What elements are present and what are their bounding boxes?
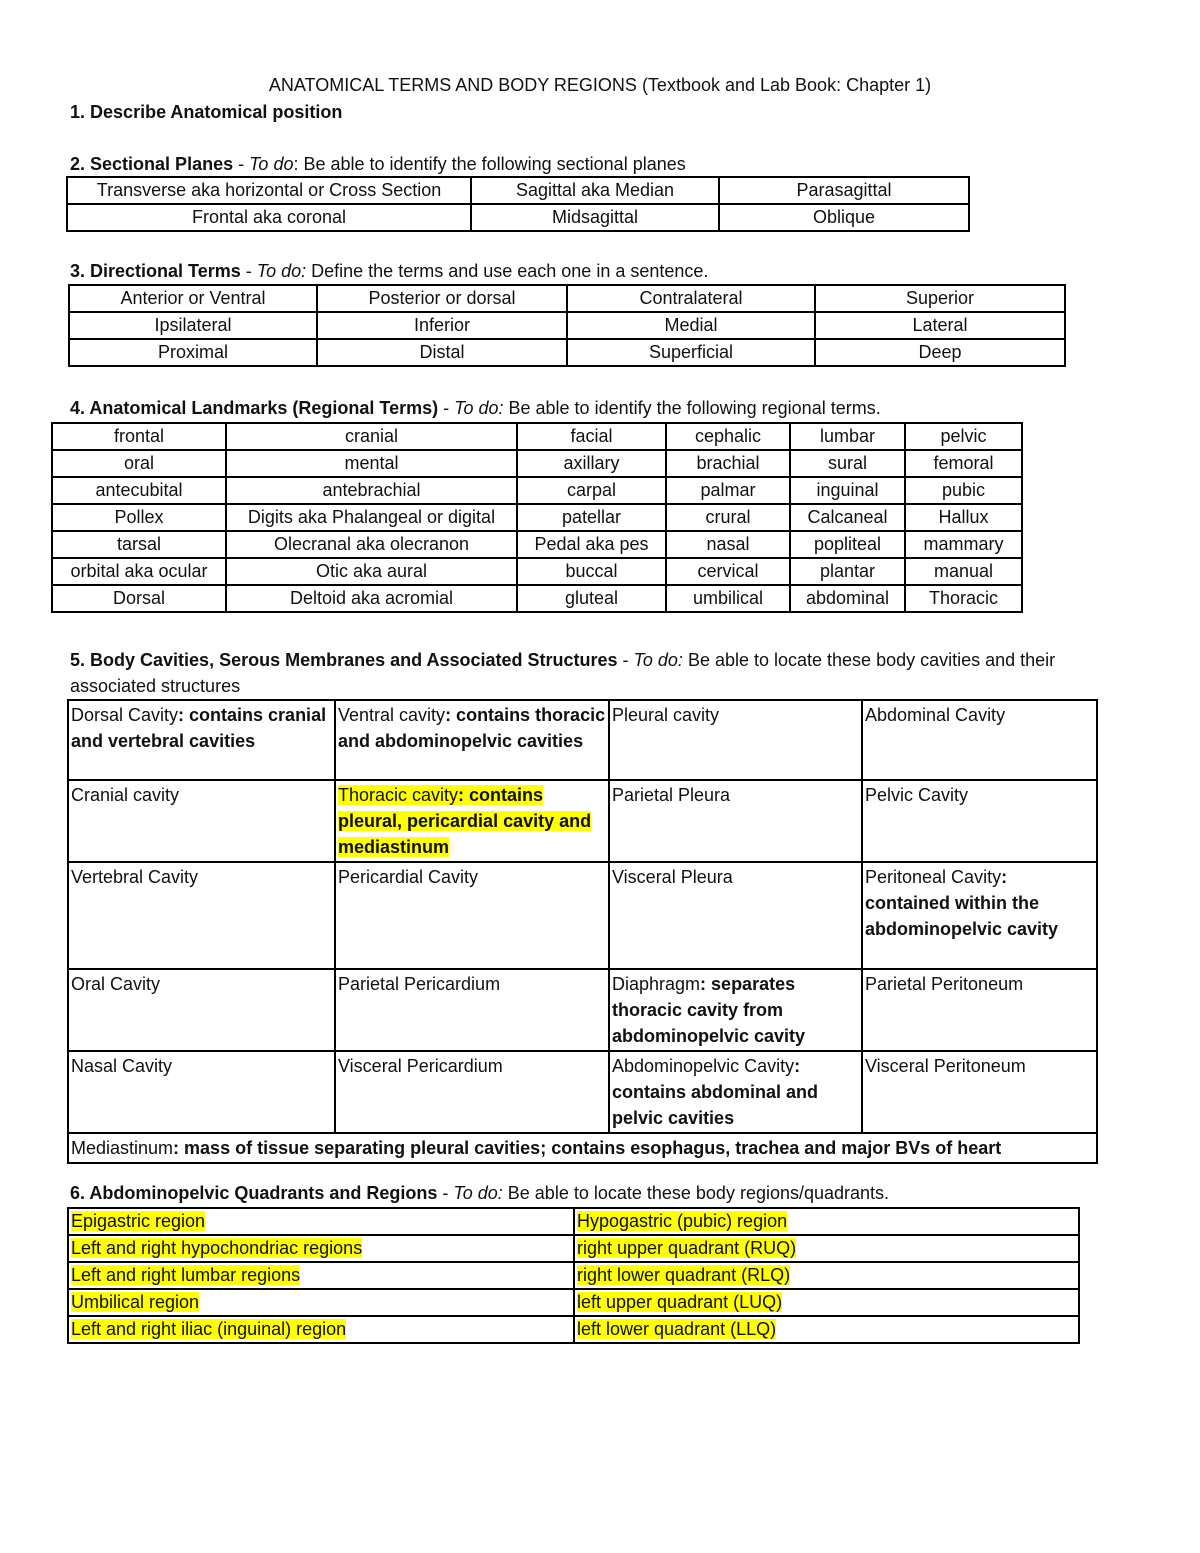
highlighted-text	[338, 785, 591, 857]
cell-frontal: frontal	[52, 423, 226, 450]
table-row	[68, 1235, 1079, 1262]
table-row	[68, 1262, 1079, 1289]
cavity-name: Parietal Pericardium	[338, 974, 501, 994]
cell-posterior-or-dorsal: Posterior or dorsal	[317, 285, 567, 312]
cavity-cell-pericardial-cavity	[335, 862, 609, 969]
section-6-instruction: Be able to locate these body regions/quadrants.	[502, 1183, 890, 1203]
cell-popliteal: popliteal	[790, 531, 905, 558]
table-row	[52, 531, 1022, 558]
section-1-heading	[70, 99, 342, 125]
cavity-name: Abdominal Cavity	[865, 705, 1006, 725]
table-row	[69, 339, 1065, 366]
section-2-heading	[70, 151, 686, 177]
cell-antecubital: antecubital	[52, 477, 226, 504]
region-cell-left-lower-quadrant-llq	[574, 1316, 1079, 1343]
cell-oral: oral	[52, 450, 226, 477]
section-2-number: 2.	[70, 154, 86, 174]
section-3-todo: To do:	[256, 261, 307, 281]
cavity-cell-parietal-pericardium	[335, 969, 609, 1051]
cavity-name: Pelvic Cavity	[865, 785, 969, 805]
cell-ipsilateral: Ipsilateral	[69, 312, 317, 339]
cavity-cell-abdominopelvic-cavity	[609, 1051, 862, 1133]
table-row	[68, 1289, 1079, 1316]
cavity-description: : contained within the abdominopelvic cavity	[865, 867, 1059, 939]
cell-plantar: plantar	[790, 558, 905, 585]
cavity-name: Dorsal Cavity	[71, 705, 179, 725]
cavity-name: Ventral cavity	[338, 705, 446, 725]
cavity-name: Pericardial Cavity	[338, 867, 479, 887]
cell-lumbar: lumbar	[790, 423, 905, 450]
cavity-description: : contains cranial and vertebral cavities	[71, 705, 327, 751]
section-6-heading	[70, 1180, 889, 1206]
highlighted-region-label: Epigastric region	[71, 1211, 206, 1231]
section-5-instruction: Be able to locate these body cavities and their associated structures	[70, 650, 1056, 696]
cavity-name: Visceral Pleura	[612, 867, 733, 887]
table-row	[68, 780, 1097, 862]
cell-orbital-aka-ocular: orbital aka ocular	[52, 558, 226, 585]
cell-distal: Distal	[317, 339, 567, 366]
table-row	[68, 700, 1097, 780]
cavity-cell-parietal-pleura	[609, 780, 862, 862]
section-3-instruction: Define the terms and use each one in a sentence.	[306, 261, 709, 281]
section-5-number: 5.	[70, 650, 86, 670]
regional-terms-table	[51, 422, 1023, 613]
cell-inguinal: inguinal	[790, 477, 905, 504]
cavity-cell-visceral-peritoneum	[862, 1051, 1097, 1133]
cavity-description: : contains abdominal and pelvic cavities	[612, 1056, 819, 1128]
section-6-number: 6.	[70, 1183, 86, 1203]
region-cell-left-and-right-lumbar-regions	[68, 1262, 574, 1289]
cell-crural: crural	[666, 504, 790, 531]
cavity-cell-nasal-cavity	[68, 1051, 335, 1133]
cavity-cell-peritoneal-cavity	[862, 862, 1097, 969]
table-row	[68, 862, 1097, 969]
cavity-cell-visceral-pleura	[609, 862, 862, 969]
region-cell-left-and-right-iliac-inguinal-region	[68, 1316, 574, 1343]
mediastinum-term: Mediastinum	[71, 1138, 174, 1158]
cell-cervical: cervical	[666, 558, 790, 585]
page-title: ANATOMICAL TERMS AND BODY REGIONS (Textbook and Lab Book: Chapter 1)	[268, 75, 932, 95]
cell-calcaneal: Calcaneal	[790, 504, 905, 531]
highlighted-region-label: left upper quadrant (LUQ)	[577, 1292, 783, 1312]
cell-axillary: axillary	[517, 450, 666, 477]
cell-frontal-aka-coronal: Frontal aka coronal	[67, 204, 471, 231]
highlighted-region-label: Hypogastric (pubic) region	[577, 1211, 788, 1231]
section-2-dash: -	[233, 154, 250, 174]
section-4-heading	[70, 395, 881, 421]
cavity-name: Parietal Peritoneum	[865, 974, 1024, 994]
region-cell-epigastric-region	[68, 1208, 574, 1235]
cavity-name: Parietal Pleura	[612, 785, 731, 805]
table-row	[52, 558, 1022, 585]
cavity-description: : contains pleural, pericardial cavity and mediastinum	[338, 785, 592, 857]
cell-lateral: Lateral	[815, 312, 1065, 339]
cell-parasagittal: Parasagittal	[719, 177, 969, 204]
section-4-dash: -	[438, 398, 455, 418]
region-cell-right-upper-quadrant-ruq	[574, 1235, 1079, 1262]
section-6-title: Abdominopelvic Quadrants and Regions	[85, 1183, 438, 1203]
table-row	[52, 504, 1022, 531]
section-6-dash: -	[437, 1183, 454, 1203]
cavity-cell-thoracic-cavity	[335, 780, 609, 862]
region-cell-right-lower-quadrant-rlq	[574, 1262, 1079, 1289]
section-5-dash: -	[617, 650, 634, 670]
cell-umbilical: umbilical	[666, 585, 790, 612]
cell-thoracic: Thoracic	[905, 585, 1022, 612]
cell-inferior: Inferior	[317, 312, 567, 339]
highlighted-region-label: Left and right lumbar regions	[71, 1265, 301, 1285]
cell-facial: facial	[517, 423, 666, 450]
cavity-name: Oral Cavity	[71, 974, 161, 994]
highlighted-region-label: right lower quadrant (RLQ)	[577, 1265, 791, 1285]
mediastinum-description: : mass of tissue separating pleural cavities; contains esophagus, trachea and major BVs of heart	[173, 1138, 1002, 1158]
section-6-todo: To do:	[453, 1183, 503, 1203]
section-1-title: Describe Anatomical position	[90, 102, 343, 122]
cell-mammary: mammary	[905, 531, 1022, 558]
highlighted-region-label: left lower quadrant (LLQ)	[577, 1319, 777, 1339]
directional-terms-table	[68, 284, 1066, 367]
body-cavities-table	[67, 699, 1098, 1164]
section-4-title: Anatomical Landmarks (Regional Terms)	[89, 398, 439, 418]
cell-gluteal: gluteal	[517, 585, 666, 612]
table-row	[52, 423, 1022, 450]
table-row	[52, 450, 1022, 477]
cell-mental: mental	[226, 450, 517, 477]
cavity-description: : separates thoracic cavity from abdominopelvic cavity	[612, 974, 806, 1046]
section-5-heading	[70, 647, 1130, 699]
highlighted-region-label: right upper quadrant (RUQ)	[577, 1238, 797, 1258]
cell-midsagittal: Midsagittal	[471, 204, 719, 231]
cell-femoral: femoral	[905, 450, 1022, 477]
cell-nasal: nasal	[666, 531, 790, 558]
highlighted-region-label: Left and right iliac (inguinal) region	[71, 1319, 347, 1339]
table-row	[52, 477, 1022, 504]
cell-pelvic: pelvic	[905, 423, 1022, 450]
table-row	[68, 1208, 1079, 1235]
cell-cranial: cranial	[226, 423, 517, 450]
cavity-name: Thoracic cavity	[338, 785, 459, 805]
cell-proximal: Proximal	[69, 339, 317, 366]
highlighted-region-label: Left and right hypochondriac regions	[71, 1238, 363, 1258]
cavity-cell-visceral-pericardium	[335, 1051, 609, 1133]
cell-transverse-aka-horizontal-or-cross-secti: Transverse aka horizontal or Cross Section	[67, 177, 471, 204]
cell-palmar: palmar	[666, 477, 790, 504]
cavity-name: Cranial cavity	[71, 785, 180, 805]
cavity-description: : contains thoracic and abdominopelvic cavities	[338, 705, 606, 751]
cell-deltoid-aka-acromial: Deltoid aka acromial	[226, 585, 517, 612]
cell-deep: Deep	[815, 339, 1065, 366]
section-3-title: Directional Terms	[90, 261, 241, 281]
section-3-heading	[70, 258, 708, 284]
section-2-title: Sectional Planes	[90, 154, 234, 174]
cell-sagittal-aka-median: Sagittal aka Median	[471, 177, 719, 204]
section-3-number: 3.	[70, 261, 86, 281]
section-2-instruction: : Be able to identify the following sectional planes	[293, 154, 686, 174]
cell-pollex: Pollex	[52, 504, 226, 531]
cavity-cell-abdominal-cavity	[862, 700, 1097, 780]
cavity-name: Vertebral Cavity	[71, 867, 199, 887]
mediastinum-row	[68, 1133, 1097, 1163]
cell-manual: manual	[905, 558, 1022, 585]
cell-abdominal: abdominal	[790, 585, 905, 612]
section-5-title: Body Cavities, Serous Membranes and Associated Structures	[90, 650, 618, 670]
cell-dorsal: Dorsal	[52, 585, 226, 612]
table-row	[68, 969, 1097, 1051]
sectional-planes-table	[66, 176, 970, 232]
cavity-cell-vertebral-cavity	[68, 862, 335, 969]
cell-otic-aka-aural: Otic aka aural	[226, 558, 517, 585]
cell-anterior-or-ventral: Anterior or Ventral	[69, 285, 317, 312]
section-4-todo: To do:	[454, 398, 504, 418]
cavity-cell-parietal-peritoneum	[862, 969, 1097, 1051]
region-cell-left-and-right-hypochondriac-regions	[68, 1235, 574, 1262]
cell-digits-aka-phalangeal-or-digital: Digits aka Phalangeal or digital	[226, 504, 517, 531]
quadrants-regions-table	[67, 1207, 1080, 1344]
section-4-instruction: Be able to identify the following regional terms.	[503, 398, 881, 418]
section-2-todo: To do	[249, 154, 294, 174]
table-row	[69, 285, 1065, 312]
region-cell-umbilical-region	[68, 1289, 574, 1316]
cell-patellar: patellar	[517, 504, 666, 531]
cavity-cell-pleural-cavity	[609, 700, 862, 780]
cell-medial: Medial	[567, 312, 815, 339]
cavity-cell-diaphragm	[609, 969, 862, 1051]
cell-tarsal: tarsal	[52, 531, 226, 558]
table-row	[67, 204, 969, 231]
cavity-cell-pelvic-cavity	[862, 780, 1097, 862]
cell-carpal: carpal	[517, 477, 666, 504]
cell-brachial: brachial	[666, 450, 790, 477]
cavity-cell-cranial-cavity	[68, 780, 335, 862]
cell-pubic: pubic	[905, 477, 1022, 504]
table-row	[52, 585, 1022, 612]
section-3-dash: -	[240, 261, 257, 281]
cell-olecranal-aka-olecranon: Olecranal aka olecranon	[226, 531, 517, 558]
section-5-todo: To do:	[633, 650, 683, 670]
cavity-cell-ventral-cavity	[335, 700, 609, 780]
cavity-name: Visceral Peritoneum	[865, 1056, 1026, 1076]
cavity-cell-oral-cavity	[68, 969, 335, 1051]
section-4-number: 4.	[70, 398, 86, 418]
highlighted-region-label: Umbilical region	[71, 1292, 200, 1312]
cell-pedal-aka-pes: Pedal aka pes	[517, 531, 666, 558]
table-row	[68, 1316, 1079, 1343]
cavity-name: Nasal Cavity	[71, 1056, 173, 1076]
region-cell-hypogastric-pubic-region	[574, 1208, 1079, 1235]
mediastinum-cell	[68, 1133, 1097, 1163]
cell-hallux: Hallux	[905, 504, 1022, 531]
table-row	[69, 312, 1065, 339]
cell-sural: sural	[790, 450, 905, 477]
cavity-name: Abdominopelvic Cavity	[612, 1056, 795, 1076]
cell-buccal: buccal	[517, 558, 666, 585]
cell-oblique: Oblique	[719, 204, 969, 231]
cell-superior: Superior	[815, 285, 1065, 312]
cell-contralateral: Contralateral	[567, 285, 815, 312]
cavity-name: Peritoneal Cavity	[865, 867, 1002, 887]
cell-superficial: Superficial	[567, 339, 815, 366]
table-row	[67, 177, 969, 204]
region-cell-left-upper-quadrant-luq	[574, 1289, 1079, 1316]
cell-antebrachial: antebrachial	[226, 477, 517, 504]
section-1-number: 1.	[70, 102, 86, 122]
cavity-name: Visceral Pericardium	[338, 1056, 503, 1076]
cell-cephalic: cephalic	[666, 423, 790, 450]
cavity-cell-dorsal-cavity	[68, 700, 335, 780]
table-row	[68, 1051, 1097, 1133]
cavity-name: Pleural cavity	[612, 705, 720, 725]
cavity-name: Diaphragm	[612, 974, 701, 994]
